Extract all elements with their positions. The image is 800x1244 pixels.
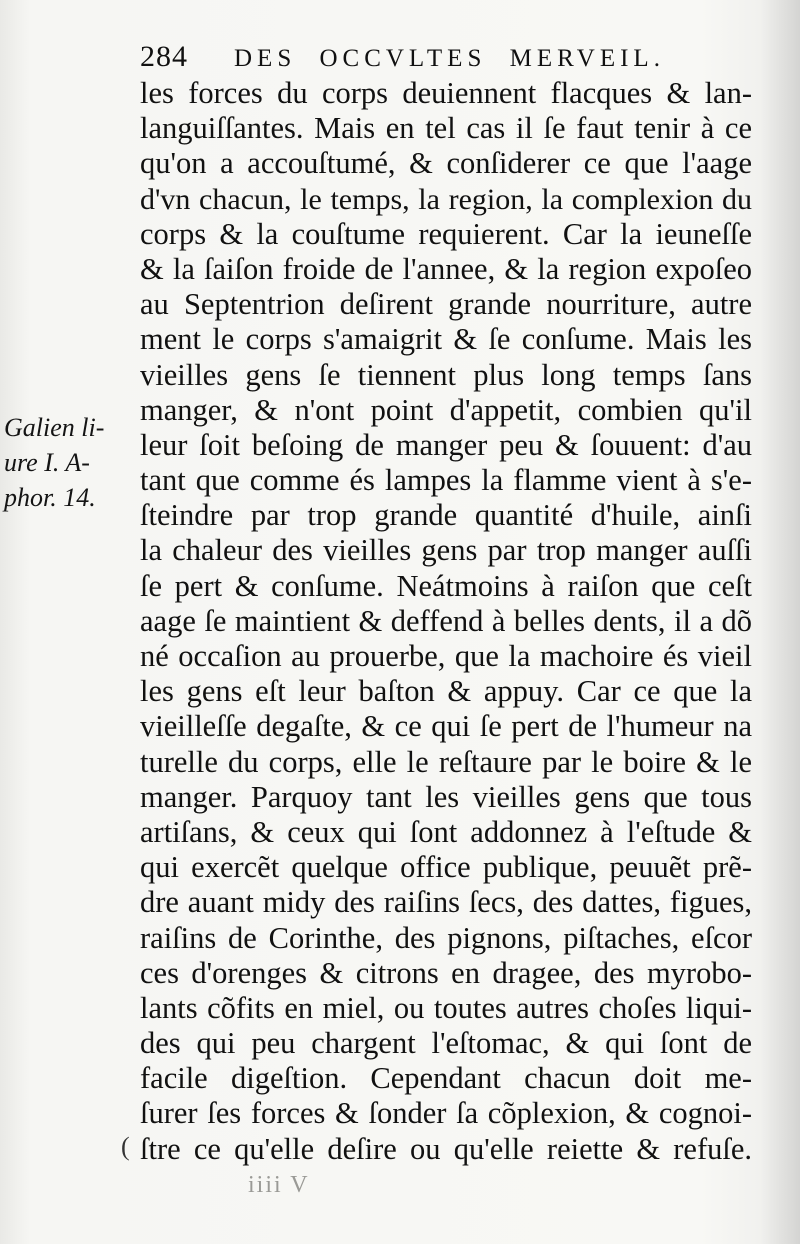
text-line: au Septentrion deſirent grande nourriture, autre [140,287,752,322]
text-line: ſurer ſes forces & ſonder ſa cõplexion, & cognoi- [140,1096,752,1131]
text-line: tant que comme és lampes la flamme vient à s'e- [140,463,752,498]
margin-mark: ( [121,1132,130,1161]
text-line: vieilles gens ſe tiennent plus long temps ſans [140,357,752,392]
running-head: DES OCCVLTES MERVEIL. [234,45,665,72]
page-number: 284 [140,40,188,73]
text-line: les gens eſt leur baſton & appuy. Car ce que la [140,674,752,709]
text-line: dre auant midy des raiſins ſecs, des dattes, figues, [140,885,752,920]
text-line: lants cõfits en miel, ou toutes autres choſes liqui- [140,990,752,1025]
body-text [140,76,752,1167]
text-line: turelle du corps, elle le reſtaure par le boire & le [140,744,752,779]
text-line: les forces du corps deuiennent flacques & lan- [140,76,752,110]
text-line: des qui peu chargent l'eſtomac, & qui ſont de [140,1026,752,1061]
text-line: né occaſion au prouerbe, que la machoire és vieil [140,639,752,673]
text-line: ment le corps s'amaigrit & ſe conſume. Mais les [140,322,752,357]
text-line: qui exercẽt quelque office publique, peuuẽt prẽ- [140,850,752,885]
text-line: ſteindre par trop grande quantité d'huile, ainſi [140,498,752,533]
text-line: d'vn chacun, le temps, la region, la complexion du [140,182,752,216]
text-line: & la ſaiſon froide de l'annee, & la region expoſeo [140,251,752,286]
text-line: manger. Parquoy tant les vieilles gens que tous [140,779,752,814]
signature-mark: iiii V [248,1172,310,1198]
margin-note [4,410,132,515]
text-line: raiſins de Corinthe, des pignons, piſtaches, eſcor [140,920,752,955]
text-line: ſtre ce qu'elle deſire ou qu'elle reiette & refuſe. [140,1131,752,1166]
text-line: vieilleſſe degaſte, & ce qui ſe pert de l'humeur na [140,709,752,744]
text-line: corps & la couſtume requierent. Car la ieuneſſe [140,216,752,251]
text-line: ces d'orenges & citrons en dragee, des myrobo- [140,955,752,990]
text-line: manger, & n'ont point d'appetit, combien qu'il [140,392,752,427]
text-line: aage ſe maintient & deffend à belles dents, il a dõ [140,603,752,638]
margin-note-line: Galien li- [4,413,105,442]
text-line: languiſſantes. Mais en tel cas il ſe faut tenir à ce [140,111,752,146]
text-line: qu'on a accouſtumé, & conſiderer ce que l'aage [140,146,752,181]
text-line: leur ſoit beſoing de manger peu & ſouuent: d'au [140,427,752,462]
margin-note-line: ure I. A- [4,448,90,477]
page-edge-shadow [760,0,800,1244]
text-line: la chaleur des vieilles gens par trop manger auſſi [140,533,752,568]
text-line: artiſans, & ceux qui ſont addonnez à l'eſtude & [140,814,752,849]
text-line: facile digeſtion. Cependant chacun doit me- [140,1061,752,1096]
margin-note-line: phor. 14. [4,483,96,512]
text-line: ſe pert & conſume. Neátmoins à raiſon que ceſt [140,568,752,603]
